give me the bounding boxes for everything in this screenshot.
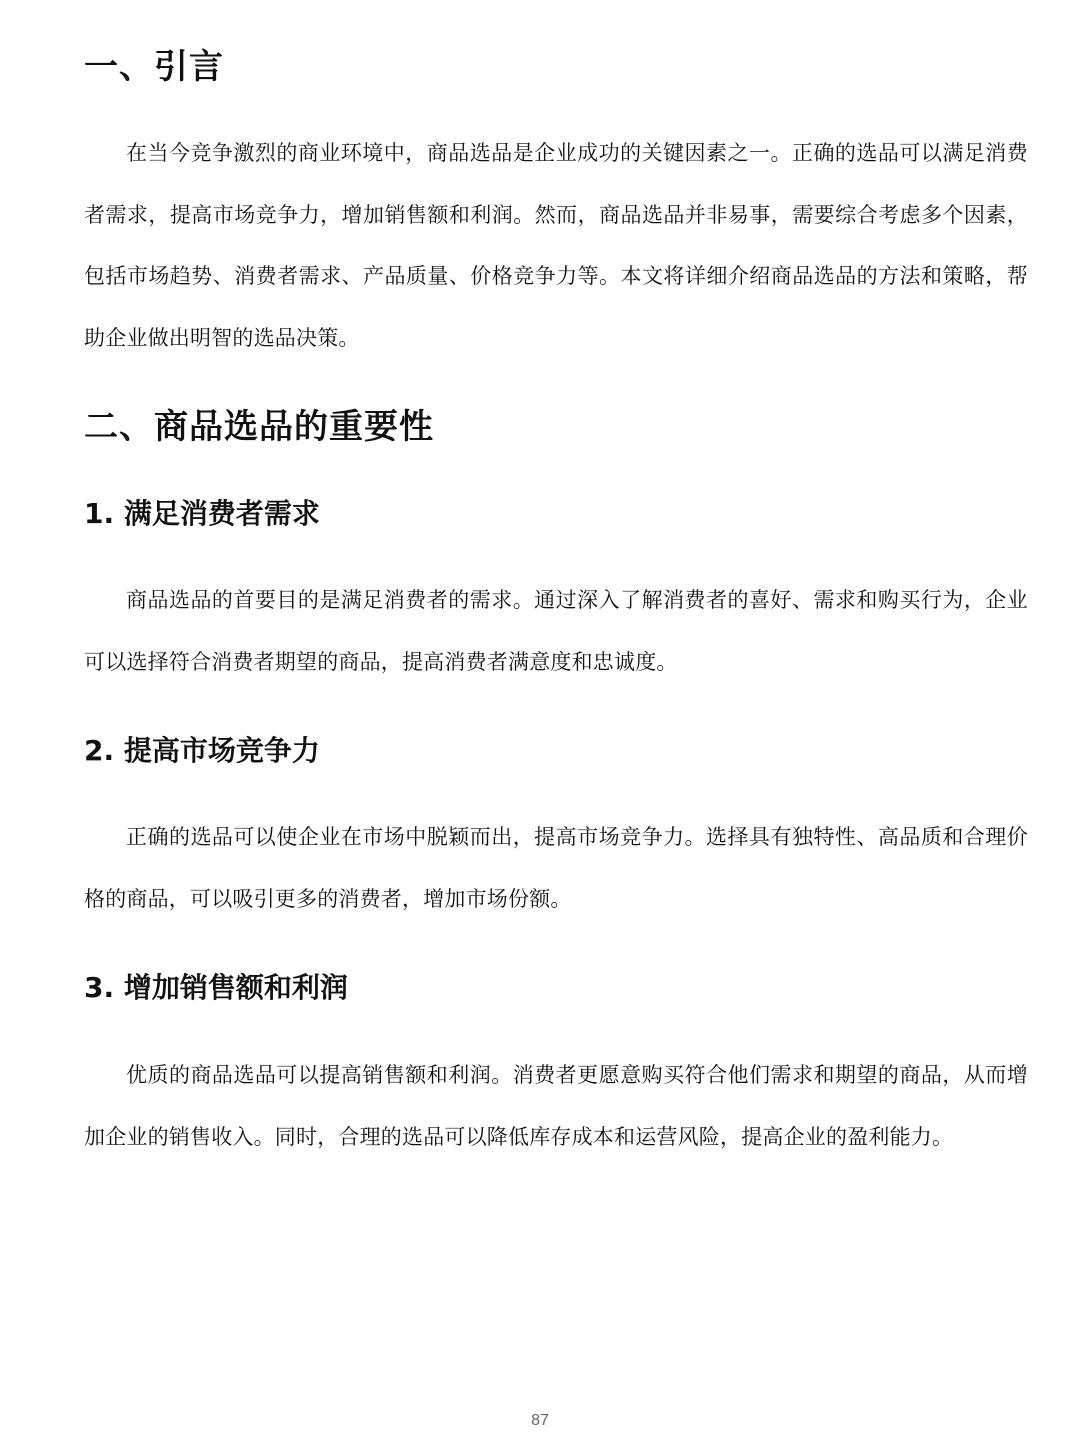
subsection-paragraph-competitiveness: 正确的选品可以使企业在市场中脱颖而出，提高市场竞争力。选择具有独特性、高品质和合理价格的商品，可以吸引更多的消费者，增加市场份额。 (84, 825, 1028, 911)
page-number: 87 (531, 1412, 549, 1429)
subsection-heading-competitiveness: 2. 提高市场竞争力 (84, 734, 320, 767)
intro-paragraph: 在当今竞争激烈的商业环境中，商品选品是企业成功的关键因素之一。正确的选品可以满足消费者需求，提高市场竞争力，增加销售额和利润。然而，商品选品并非易事，需要综合考虑多个因素，包括市场趋势、消费者需求、产品质量、价格竞争力等。本文将详细介绍商品选品的方法和策略，帮助企业做出明智的选品决策。 (84, 141, 1028, 350)
section-heading-intro: 一、引言 (84, 47, 224, 87)
section-heading-importance: 二、商品选品的重要性 (84, 407, 434, 447)
subsection-paragraph-consumer-needs: 商品选品的首要目的是满足消费者的需求。通过深入了解消费者的喜好、需求和购买行为，企业可以选择符合消费者期望的商品，提高消费者满意度和忠诚度。 (84, 588, 1028, 674)
subsection-heading-sales-profit: 3. 增加销售额和利润 (84, 971, 348, 1004)
subsection-heading-consumer-needs: 1. 满足消费者需求 (84, 497, 320, 530)
subsection-paragraph-sales-profit: 优质的商品选品可以提高销售额和利润。消费者更愿意购买符合他们需求和期望的商品，从而增加企业的销售收入。同时，合理的选品可以降低库存成本和运营风险，提高企业的盈利能力。 (84, 1063, 1028, 1149)
